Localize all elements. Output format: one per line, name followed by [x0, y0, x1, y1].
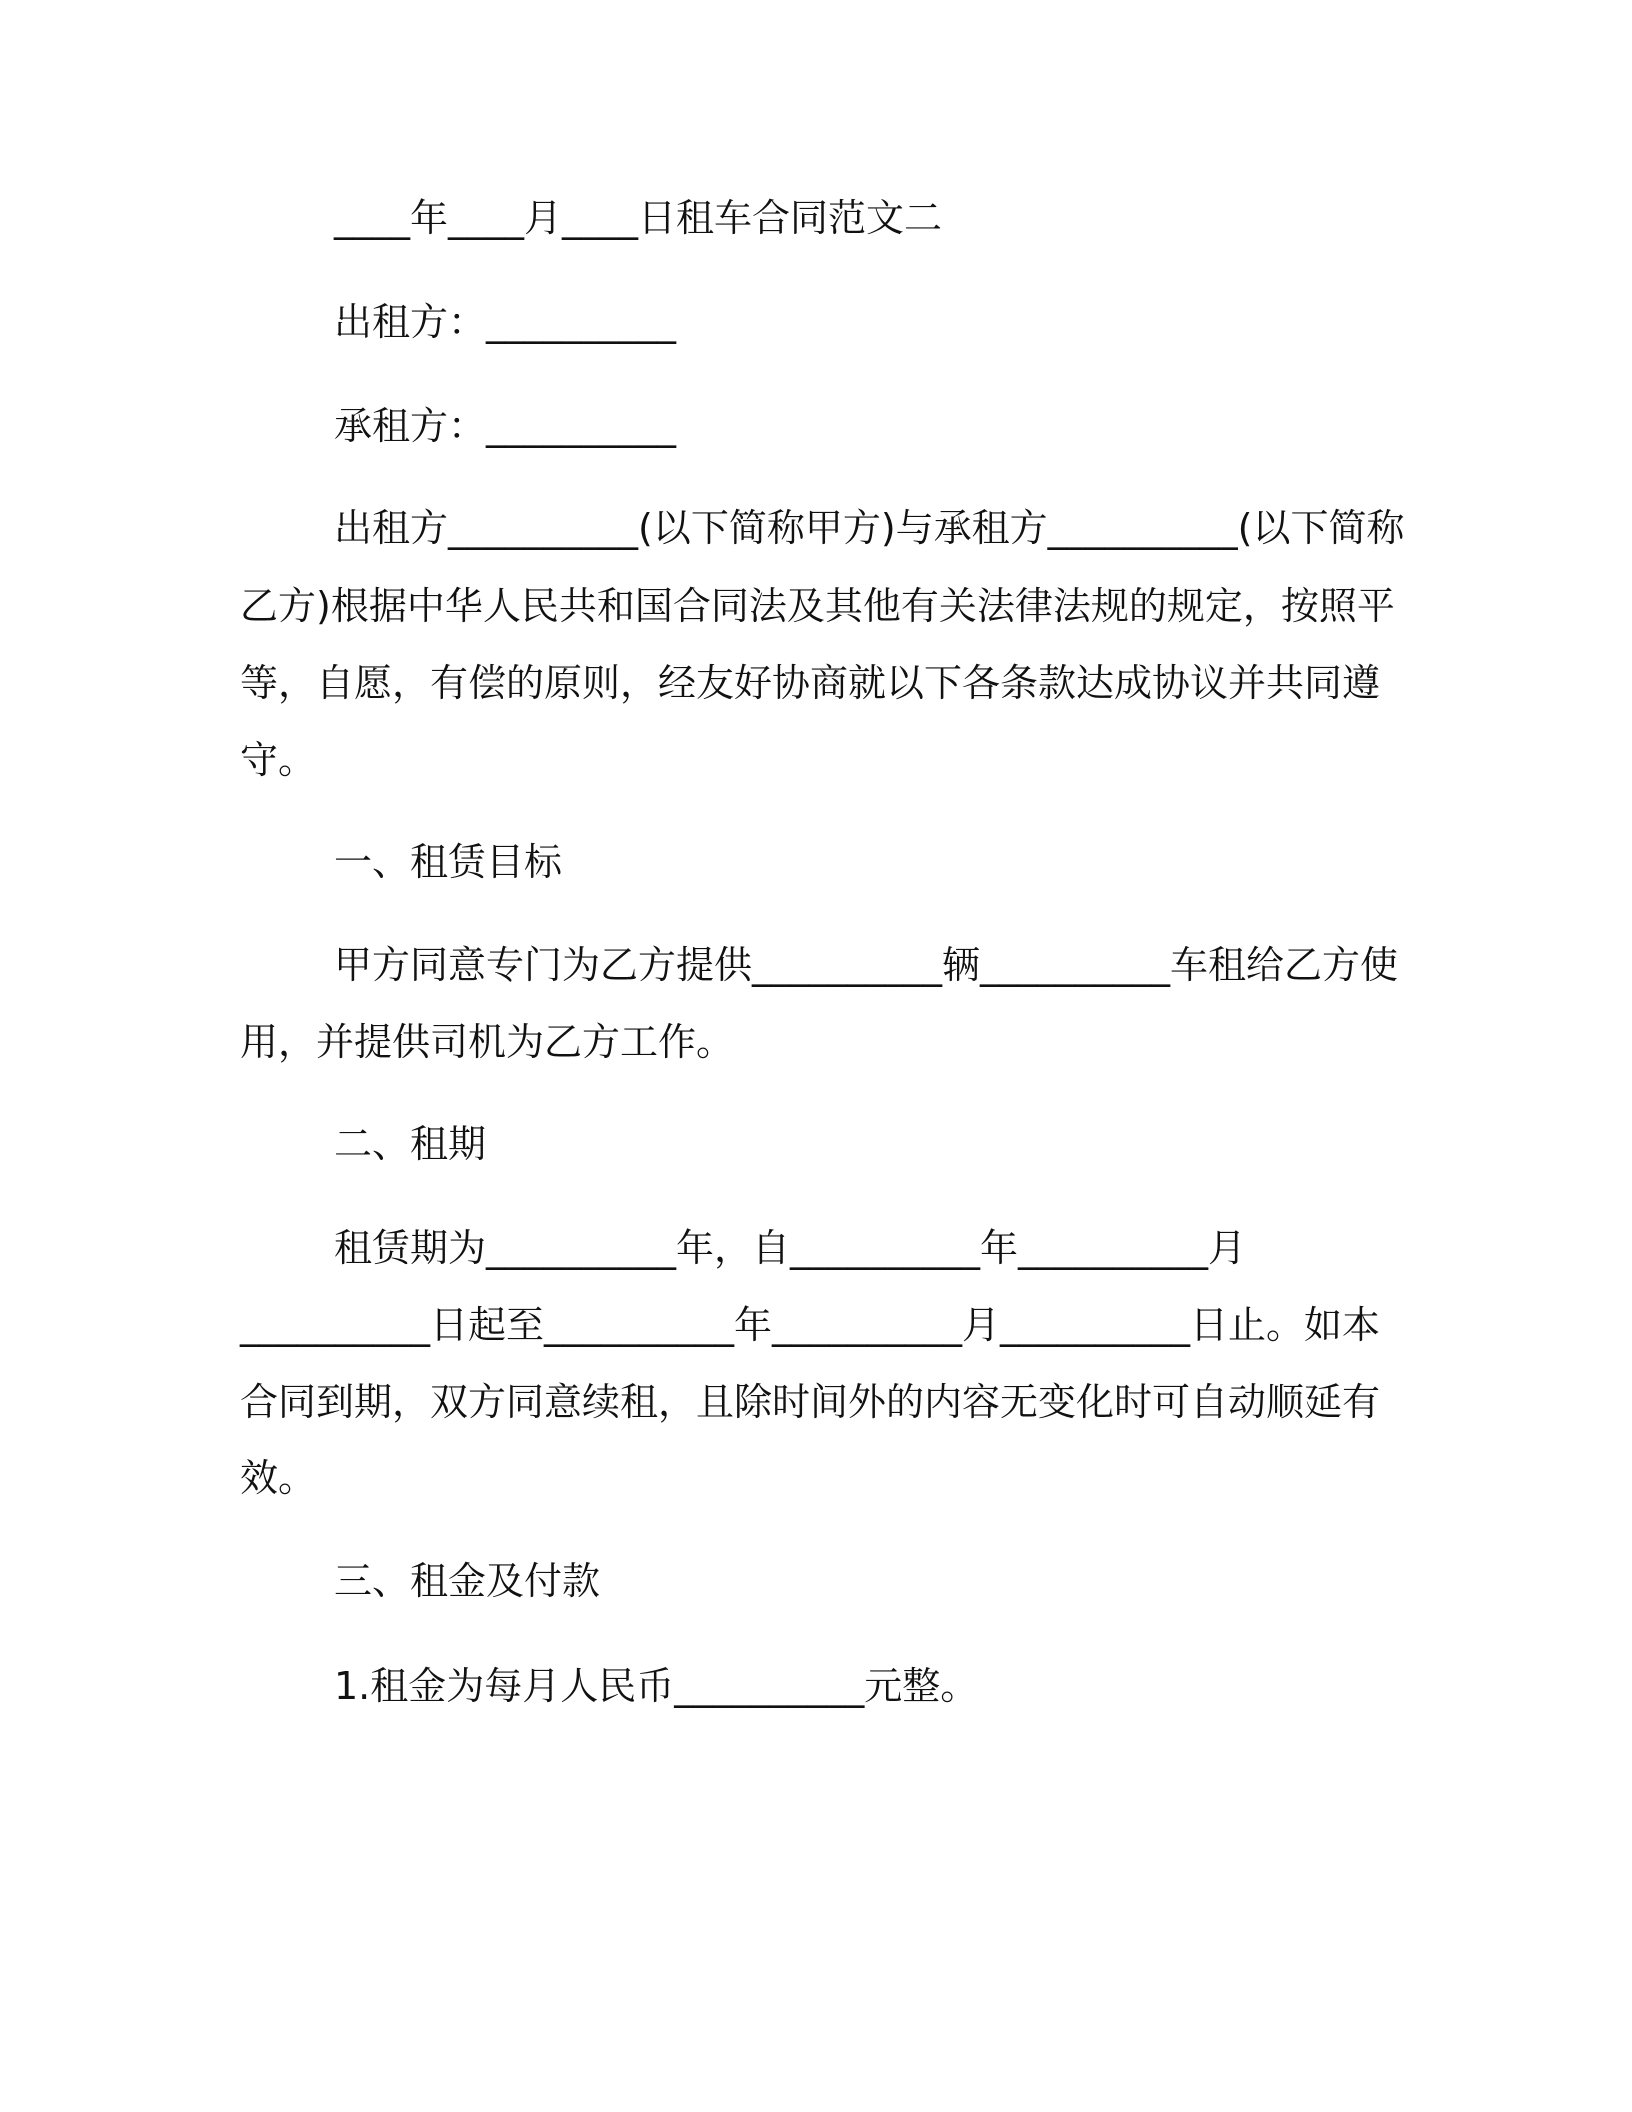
section-2-line-3: 合同到期，双方同意续租，且除时间外的内容无变化时可自动顺延有	[240, 1380, 1381, 1424]
intro-paragraph-line-3: 等，自愿，有偿的原则，经友好协商就以下各条款达成协议并共同遵	[240, 661, 1381, 705]
section-heading-1: 一、租赁目标	[334, 840, 563, 884]
section-2-line-4: 效。	[240, 1456, 317, 1500]
section-2-line-2: __________日起至__________年__________月__________日止。如本	[240, 1303, 1381, 1347]
section-1-line-1: 甲方同意专门为乙方提供__________辆__________车租给乙方使	[334, 943, 1399, 987]
lessor-line: 出租方：__________	[334, 300, 677, 344]
section-heading-3: 三、租金及付款	[334, 1559, 601, 1603]
document-title: ____年____月____日租车合同范文二	[334, 196, 943, 240]
section-2-line-1: 租赁期为__________年，自__________年__________月	[334, 1226, 1247, 1270]
intro-paragraph-line-1: 出租方__________(以下简称甲方)与承租方__________(以下简称	[334, 506, 1405, 550]
intro-paragraph-line-2: 乙方)根据中华人民共和国合同法及其他有关法律法规的规定，按照平	[240, 584, 1395, 628]
section-1-line-2: 用，并提供司机为乙方工作。	[240, 1020, 735, 1064]
section-3-item-1: 1.租金为每月人民币__________元整。	[334, 1664, 979, 1708]
lessee-line: 承租方：__________	[334, 404, 677, 448]
section-heading-2: 二、租期	[334, 1122, 487, 1166]
intro-paragraph-line-4: 守。	[240, 738, 317, 782]
